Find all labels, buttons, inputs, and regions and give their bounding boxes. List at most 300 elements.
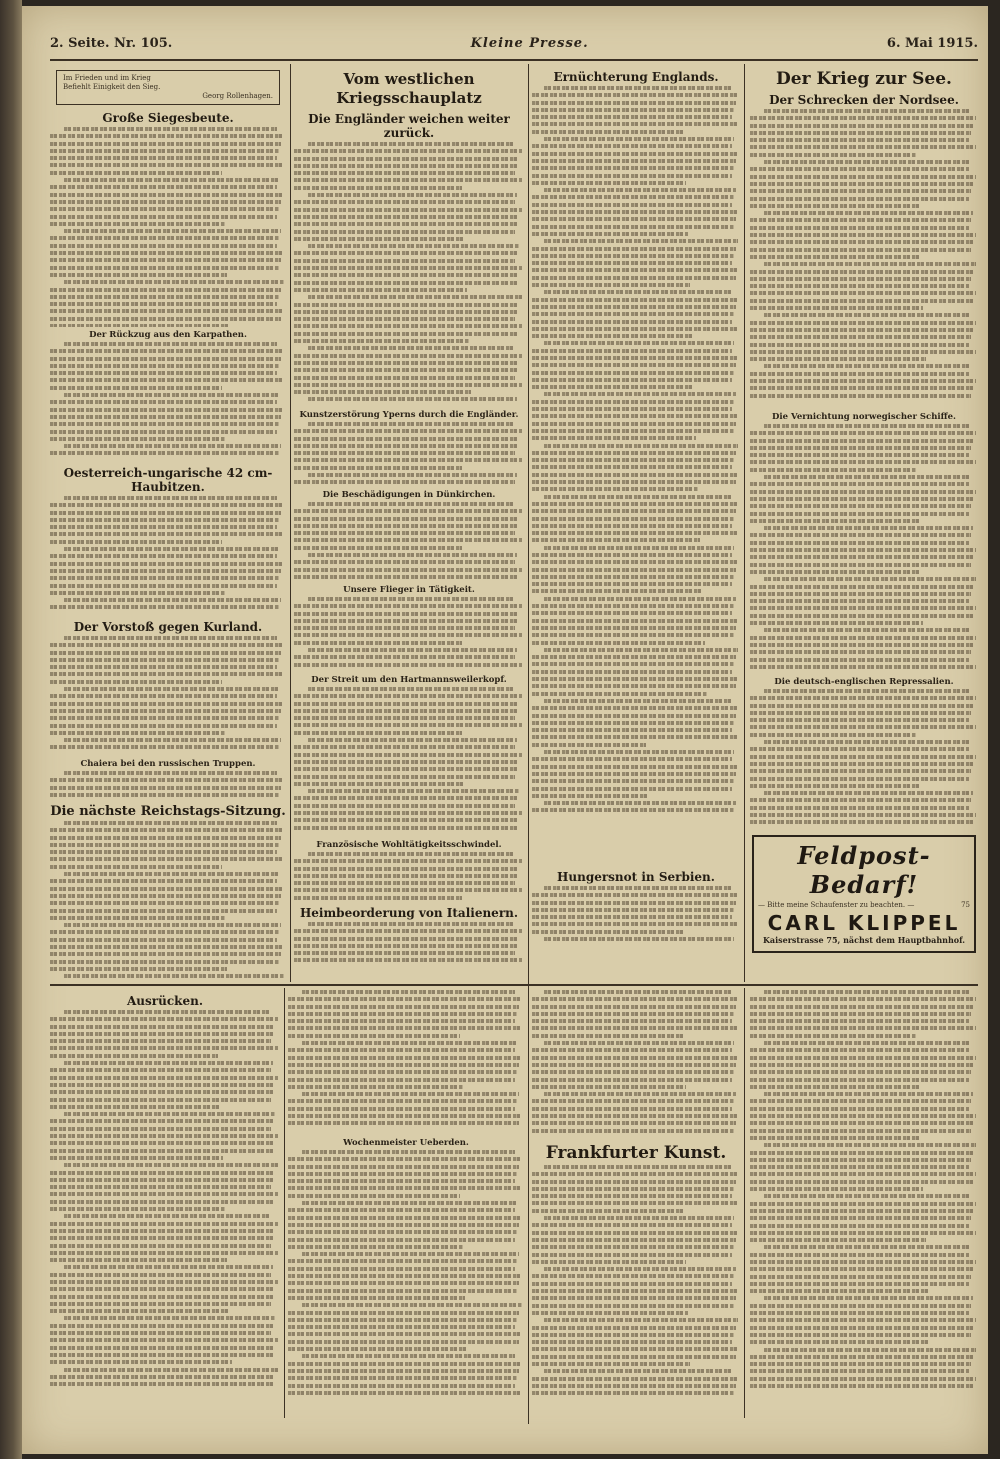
text-line [50, 967, 227, 971]
column-2 [294, 66, 524, 980]
text-line [294, 929, 522, 933]
text-line [750, 138, 969, 142]
ad-address: Kaiserstrasse 75, nächst dem Hauptbahnhof. [762, 935, 966, 945]
text-line [750, 1172, 976, 1176]
text-line [308, 687, 515, 691]
text-line [750, 490, 976, 494]
headline-ausruecken: Ausrücken. [127, 994, 203, 1008]
text-line [532, 915, 732, 919]
text-line [764, 628, 969, 632]
text-line [294, 444, 517, 448]
text-line [750, 335, 971, 339]
text-line [544, 937, 733, 941]
text-line [750, 204, 919, 208]
text-line [764, 577, 976, 581]
text-line [750, 711, 971, 715]
text-line [50, 1083, 275, 1087]
text-line [288, 1070, 517, 1074]
text-line [50, 1382, 273, 1386]
text-line [532, 122, 738, 126]
text-line [50, 894, 281, 898]
text-line [288, 1223, 519, 1227]
text-line [750, 1056, 976, 1060]
text-line [532, 997, 738, 1001]
text-line [294, 368, 517, 372]
text-line [50, 357, 281, 361]
text-line [764, 109, 969, 113]
text-line [532, 930, 684, 934]
text-line [288, 1121, 519, 1125]
text-line [532, 765, 738, 769]
text-line [750, 350, 976, 354]
text-line [294, 546, 462, 550]
text-line [294, 157, 519, 161]
text-line [544, 1267, 735, 1271]
text-line [532, 436, 696, 440]
text-line [532, 247, 736, 251]
text-line [750, 1121, 973, 1125]
advertisement-feldpost [752, 835, 976, 953]
text-line [64, 444, 281, 448]
text-line [532, 1012, 734, 1016]
text-line [50, 1098, 271, 1102]
text-line [532, 422, 736, 426]
text-line [50, 591, 225, 595]
text-line [50, 222, 225, 226]
feuilleton-rule [50, 984, 978, 986]
feuilleton-column-rule-1 [284, 988, 285, 1418]
text-line [750, 696, 976, 700]
text-line [750, 555, 973, 559]
text-line [750, 592, 971, 596]
text-line [532, 509, 736, 513]
text-line [532, 254, 734, 258]
text-line [532, 633, 734, 637]
text-line [288, 1186, 522, 1190]
text-line [294, 208, 522, 212]
text-line [294, 215, 519, 219]
text-line [532, 684, 736, 688]
text-line [532, 320, 732, 324]
text-line [750, 145, 976, 149]
text-line [532, 1355, 736, 1359]
text-line [50, 244, 277, 248]
text-line [294, 804, 515, 808]
text-line [294, 782, 464, 786]
text-line [288, 1216, 522, 1220]
text-line [750, 1289, 928, 1293]
text-line [532, 1187, 734, 1191]
text-line [750, 1369, 969, 1373]
text-line [50, 1273, 271, 1277]
text-line [764, 364, 971, 368]
text-line [50, 1360, 232, 1364]
text-line [50, 1324, 273, 1328]
text-line [50, 302, 277, 306]
text-line [532, 465, 732, 469]
text-line [532, 604, 734, 608]
text-line [532, 538, 700, 542]
text-line [532, 334, 692, 338]
text-line [50, 938, 277, 942]
text-line [532, 728, 732, 732]
text-line [750, 798, 971, 802]
text-line [50, 843, 279, 847]
article-text [294, 852, 524, 902]
text-line [50, 1025, 275, 1029]
newspaper-page [22, 6, 988, 1454]
text-line [532, 743, 646, 747]
text-line [50, 1134, 278, 1138]
text-line [532, 487, 698, 491]
feuilleton-column-2 [288, 990, 524, 1418]
text-line [750, 1260, 976, 1264]
text-line [288, 1114, 522, 1118]
text-line [50, 525, 277, 529]
text-line [532, 473, 738, 477]
text-line [308, 193, 517, 197]
text-line [750, 1034, 916, 1038]
text-line [288, 1165, 519, 1169]
text-line [532, 152, 738, 156]
text-line [50, 850, 277, 854]
text-line [288, 1056, 522, 1060]
text-line [288, 1172, 517, 1176]
text-line [50, 1295, 273, 1299]
text-line [750, 599, 969, 603]
text-line [532, 1391, 734, 1395]
text-line [532, 1333, 734, 1337]
text-line [288, 1347, 467, 1351]
text-line [50, 251, 284, 255]
text-line [532, 385, 694, 389]
column-rule-2 [528, 64, 529, 1424]
text-line [750, 291, 976, 295]
text-line [750, 512, 969, 516]
header-rule [50, 59, 978, 61]
text-line [532, 130, 684, 134]
text-line [750, 1384, 973, 1388]
text-line [50, 1127, 271, 1131]
text-line [50, 1251, 278, 1255]
motto-box [56, 70, 280, 105]
text-line [750, 1267, 973, 1271]
text-line [532, 1238, 736, 1242]
text-line [750, 1253, 969, 1257]
text-line [50, 709, 281, 713]
text-line [532, 232, 688, 236]
text-line [50, 1200, 275, 1204]
text-line [750, 1311, 969, 1315]
text-line [50, 1287, 275, 1291]
ad-firm: CARL KLIPPEL [767, 911, 961, 935]
text-line [294, 575, 519, 579]
text-line [288, 1340, 519, 1344]
text-line [750, 497, 973, 501]
text-line [544, 495, 731, 499]
text-line [64, 547, 279, 551]
text-line [750, 718, 969, 722]
text-line [544, 188, 735, 192]
text-line [50, 163, 284, 167]
text-line [750, 197, 969, 201]
text-line [750, 321, 976, 325]
text-line [294, 775, 515, 779]
text-line [64, 738, 281, 742]
text-line [750, 769, 971, 773]
text-line [532, 655, 736, 659]
text-line [544, 801, 735, 805]
text-line [294, 303, 519, 307]
text-line [532, 611, 732, 615]
text-line [532, 174, 732, 178]
text-line [294, 619, 517, 623]
text-line [288, 1311, 519, 1315]
text-line [294, 958, 522, 962]
text-line [750, 468, 916, 472]
text-line [50, 1280, 278, 1284]
text-line [50, 694, 277, 698]
article-text [750, 424, 978, 674]
text-line [50, 665, 277, 669]
text-line [532, 480, 736, 484]
headline-siegesbeute: Große Siegesbeute. [102, 111, 234, 125]
text-line [302, 990, 514, 994]
article-text [50, 496, 286, 616]
text-line [50, 386, 222, 390]
text-line [50, 1375, 275, 1379]
text-line [294, 888, 522, 892]
text-line [288, 1005, 519, 1009]
text-line [750, 1202, 976, 1206]
text-line [50, 916, 225, 920]
text-line [532, 1026, 738, 1030]
text-line [294, 324, 522, 328]
text-line [544, 1369, 731, 1373]
headline-ernuechterung-englands: Ernüchterung Englands. [553, 70, 719, 84]
text-line [64, 923, 281, 927]
text-line [288, 1245, 463, 1249]
text-line [532, 1209, 684, 1213]
text-line [50, 952, 281, 956]
text-line [288, 1179, 515, 1183]
feuilleton-column-3 [532, 990, 740, 1418]
text-line [50, 724, 277, 728]
text-line [294, 655, 515, 659]
column-rule-3 [744, 64, 745, 982]
text-line [294, 694, 522, 698]
text-line [532, 166, 734, 170]
text-line [302, 1041, 517, 1045]
text-line [764, 1143, 976, 1147]
text-line [532, 101, 736, 105]
text-line [294, 266, 522, 270]
text-line [294, 709, 517, 713]
text-line [294, 881, 515, 885]
text-line [544, 699, 731, 703]
column-1 [50, 66, 286, 980]
text-line [544, 990, 731, 994]
text-line [750, 606, 976, 610]
ad-note-row [758, 901, 970, 909]
text-line [294, 339, 469, 343]
text-line [544, 1318, 737, 1322]
text-line [294, 612, 519, 616]
page-date: 6. Mai 1915. [886, 35, 978, 51]
text-line [532, 298, 738, 302]
text-line [750, 1187, 923, 1191]
text-line [288, 1332, 522, 1336]
text-line [50, 1338, 278, 1342]
ad-note: — Bitte meine Schaufenster zu beachten. — [758, 901, 915, 909]
text-line [544, 546, 733, 550]
text-line [294, 874, 517, 878]
text-line [294, 702, 519, 706]
text-line [50, 266, 279, 270]
text-line [288, 1099, 517, 1103]
text-line [288, 1230, 517, 1234]
text-line [288, 1063, 519, 1067]
article-text [294, 922, 524, 962]
headline-flieger: Unsere Flieger in Tätigkeit. [343, 585, 475, 595]
book-binding [0, 0, 22, 1459]
text-line [764, 689, 969, 693]
text-line [50, 371, 277, 375]
text-line [750, 182, 973, 186]
text-line [50, 430, 277, 434]
text-line [764, 1092, 974, 1096]
text-line [64, 974, 283, 978]
text-line [294, 796, 517, 800]
text-line [750, 1282, 969, 1286]
text-line [288, 1325, 515, 1329]
headline-repressalien: Die deutsch-englischen Repressalien. [774, 677, 954, 687]
text-line [50, 1178, 273, 1182]
text-line [532, 1194, 732, 1198]
headline-reichstag: Die nächste Reichstags-Sitzung. [50, 804, 286, 819]
text-line [532, 1085, 686, 1089]
text-line [532, 268, 738, 272]
text-line [50, 1302, 271, 1306]
text-line [532, 568, 736, 572]
text-line [764, 211, 974, 215]
text-line [532, 1340, 732, 1344]
text-line [532, 276, 736, 280]
text-line [50, 349, 284, 353]
text-line [750, 372, 969, 376]
text-line [750, 1304, 971, 1308]
text-line [532, 1384, 736, 1388]
text-line [50, 1090, 273, 1094]
text-line [294, 767, 517, 771]
text-line [532, 677, 738, 681]
text-line [302, 1150, 514, 1154]
text-line [750, 270, 973, 274]
text-line [308, 789, 520, 793]
text-line [544, 597, 735, 601]
text-line [308, 397, 517, 401]
text-line [532, 794, 648, 798]
text-line [50, 960, 279, 964]
text-line [50, 945, 284, 949]
text-line [288, 1107, 515, 1111]
text-line [750, 548, 976, 552]
text-line [532, 626, 736, 630]
text-line [750, 747, 969, 751]
ad-title: Feldpost-Bedarf! [797, 841, 931, 899]
text-line [50, 716, 279, 720]
text-line [532, 589, 703, 593]
text-line [532, 721, 734, 725]
text-line [750, 277, 971, 281]
text-line [750, 1063, 973, 1067]
article-text [532, 1165, 740, 1415]
headline-wohltaetigkeit: Französische Wohltätigkeitsschwindel. [316, 840, 502, 850]
text-line [532, 356, 738, 360]
text-line [50, 288, 281, 292]
text-line [294, 259, 515, 263]
text-line [750, 379, 976, 383]
text-line [50, 857, 284, 861]
text-line [302, 1252, 519, 1256]
text-line [294, 760, 519, 764]
text-line [50, 532, 284, 536]
text-line [294, 944, 517, 948]
text-line [294, 171, 515, 175]
text-line [532, 225, 734, 229]
text-line [294, 524, 517, 528]
motto-line-1: Im Frieden und im Krieg [63, 74, 151, 82]
text-line [750, 762, 973, 766]
text-line [294, 281, 517, 285]
article-text [294, 597, 524, 672]
text-line [532, 1201, 738, 1205]
text-line [294, 222, 517, 226]
text-line [302, 1092, 519, 1096]
text-line [750, 997, 976, 1001]
text-line [50, 156, 277, 160]
text-line [50, 451, 279, 455]
text-line [294, 531, 515, 535]
text-line [64, 1265, 273, 1269]
text-line [532, 619, 738, 623]
motto-signature: Georg Rollenhagen. [202, 92, 273, 100]
text-line [288, 1012, 517, 1016]
text-line [750, 248, 971, 252]
text-line [308, 852, 515, 856]
text-line [294, 480, 515, 484]
article-text [288, 990, 524, 1135]
text-line [750, 482, 969, 486]
text-line [750, 226, 969, 230]
text-line [294, 753, 522, 757]
text-line [50, 562, 284, 566]
text-line [288, 1296, 465, 1300]
text-line [50, 511, 281, 515]
text-line [544, 444, 737, 448]
text-line [64, 821, 276, 825]
text-line [750, 1158, 971, 1162]
text-line [50, 400, 277, 404]
text-line [288, 1238, 515, 1242]
text-line [750, 755, 976, 759]
text-line [288, 1391, 522, 1395]
text-line [750, 1333, 971, 1337]
text-line [532, 787, 732, 791]
text-line [532, 1296, 736, 1300]
text-line [532, 1129, 734, 1133]
text-line [750, 820, 973, 824]
